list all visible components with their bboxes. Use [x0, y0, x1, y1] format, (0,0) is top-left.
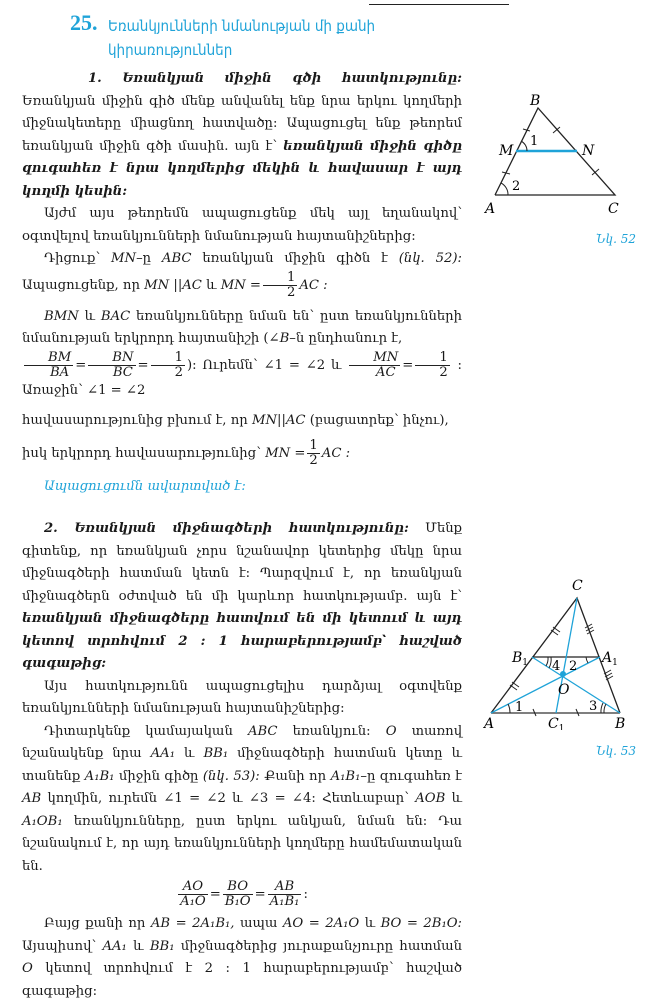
- math: AOB: [415, 791, 446, 806]
- text: –ը: [136, 251, 162, 266]
- fraction: [88, 351, 135, 380]
- angle-label-2: 2: [512, 179, 521, 194]
- text: և: [126, 938, 150, 954]
- text: և: [175, 746, 204, 761]
- angle-arc-1: [521, 141, 527, 151]
- math: AB: [22, 791, 42, 806]
- text: Այսպիսով՝: [22, 938, 103, 954]
- text: հավասարությունից բխում է, որ: [22, 413, 252, 428]
- part2-heading: 2. Եռանկյան միջնագծերի հատկությունը:: [44, 521, 409, 536]
- denominator: 2: [439, 364, 448, 380]
- denominator: B₁O: [224, 894, 251, 909]
- text: ապա: [234, 916, 283, 931]
- fraction: [268, 880, 302, 909]
- section-title: Եռանկյունների նմանության մի քանի կիրառություններ: [108, 17, 376, 59]
- math: ABC: [247, 723, 278, 739]
- label-A: A: [484, 716, 495, 730]
- text: եռանկյուն:: [277, 723, 386, 739]
- math: O: [385, 723, 397, 739]
- part1: [22, 68, 462, 498]
- figure-ref[interactable]: (նկ. 53):: [202, 768, 260, 784]
- math: ∠B: [268, 331, 290, 346]
- denominator: AC: [375, 364, 396, 380]
- math: ∠1 = ∠2: [263, 357, 326, 373]
- angle-arc-4b: [549, 657, 551, 668]
- part2-paragraph-3: [22, 721, 462, 879]
- part1-paragraph-1: [22, 68, 462, 203]
- numerator: MN: [349, 351, 400, 366]
- colon: :: [303, 887, 308, 902]
- part2-paragraph-4: [22, 913, 462, 1003]
- text: : Առաջին՝: [22, 357, 462, 398]
- denominator: A₁B₁: [269, 894, 300, 909]
- figure-ref[interactable]: (նկ. 52):: [398, 251, 462, 266]
- part1-paragraph-6: [22, 439, 462, 468]
- text: միջնագծերի հատման կետը և տանենք: [22, 746, 462, 784]
- math: AA₁: [102, 938, 127, 954]
- tick-marks: [510, 624, 613, 716]
- math: MN =: [265, 445, 306, 461]
- math: O: [22, 961, 33, 976]
- text: Եռանկյան միջին գիծ մենք անվանել ենք նրա երկու կողմերի միջնակետերը միացնող հատվածը: Ապացուցել ենք թեորեմ եռանկյան միջին գծի մասին. այն է՝: [22, 93, 462, 154]
- figure-53: [480, 570, 650, 730]
- figure-53-caption: Նկ. 53: [596, 744, 636, 758]
- text: Հետևաբար՝: [315, 791, 416, 806]
- denominator: BC: [112, 364, 133, 380]
- text: Դիցուք՝: [44, 251, 112, 266]
- text: կետով տրոհվում է 2 : 1 հարաբերությամբ՝ հաշված գագաթից:: [22, 961, 462, 999]
- numerator: 1: [415, 351, 449, 366]
- header-rule: [369, 4, 509, 5]
- text: Ապացուցենք, որ: [22, 277, 145, 293]
- fraction: [263, 271, 297, 300]
- math: BO = 2B₁O:: [380, 916, 462, 931]
- fraction: [24, 351, 73, 380]
- label-C: C: [572, 578, 583, 594]
- angle-arc-3: [604, 704, 606, 713]
- section-number: 25.: [70, 10, 98, 35]
- numerator: 1: [263, 271, 297, 286]
- math: MN||AC: [251, 413, 306, 428]
- label-C: C: [608, 201, 619, 217]
- angle-arc-2: [586, 657, 588, 663]
- part2-paragraph-2: Այս հատկությունն ապացուցելիս դարձյալ օգտվենք եռանկյունների նմանության հայտանիշներից:: [22, 678, 462, 716]
- math: AA₁: [150, 746, 175, 761]
- numerator: BO: [223, 880, 253, 895]
- fraction: [223, 880, 253, 909]
- label-B1: $B_1$: [512, 650, 529, 668]
- text: եռանկյունները նման են՝ ըստ եռանկյունների նմանության երկրորդ հայտանիշի (: [22, 308, 462, 346]
- part1-heading: 1. Եռանկյան միջին գծի հատկությունը:: [88, 71, 462, 86]
- fraction: [415, 351, 449, 380]
- denominator: 2: [286, 284, 296, 300]
- part1-paragraph-3: [22, 248, 462, 300]
- part2-paragraph-1: [22, 518, 462, 676]
- label-O: O: [558, 682, 570, 698]
- numerator: AO: [178, 880, 208, 895]
- fraction: [349, 351, 400, 380]
- math: BB₁: [203, 746, 229, 761]
- equals: =: [209, 887, 221, 902]
- label-M: M: [499, 143, 514, 159]
- math: AB = 2A₁B₁,: [150, 916, 235, 931]
- denominator: 2: [174, 364, 183, 380]
- label-A1: $A_1$: [602, 650, 618, 668]
- part1-paragraph-5: [22, 410, 462, 433]
- numerator: BM: [24, 351, 73, 366]
- text: (բացատրեք՝ ինչու),: [305, 413, 449, 428]
- text: և: [359, 916, 381, 931]
- text: միջին գիծը: [114, 768, 203, 784]
- text: Բայց քանի որ: [44, 916, 151, 931]
- text: Մենք գիտենք, որ եռանկյան չորս նշանավոր կետերից մեկը նրա միջնագծերի հատման կետն է: Պարզվում է, որ եռանկյան միջնագծերն օժտված են մի կարևոր հատկությամբ. այն է՝: [22, 521, 462, 604]
- text: կողմին, ուրեմն: [41, 791, 164, 806]
- angle-label-1: 1: [530, 134, 539, 149]
- text: ): Ուրեմն՝: [186, 357, 264, 373]
- math: A₁OB₁: [22, 813, 63, 829]
- text: Դիտարկենք կամայական: [44, 723, 248, 739]
- text: Քանի որ: [259, 768, 331, 784]
- label-C1: $C_1$: [548, 716, 565, 730]
- math: ∠1 = ∠2 և ∠3 = ∠4:: [163, 791, 316, 806]
- centroid-o: [560, 671, 566, 677]
- math: AC :: [321, 445, 351, 461]
- math: AO = 2A₁O: [282, 916, 360, 931]
- text: իսկ երկրորդ հավասարությունից՝: [22, 445, 266, 461]
- denominator: A₁O: [180, 894, 206, 909]
- angle-arc-3b: [601, 703, 603, 713]
- text: տառով նշանակենք նրա: [22, 723, 462, 761]
- math: MN =: [220, 277, 261, 293]
- text: և: [78, 308, 101, 324]
- part1-paragraph-2: Այժմ այս թեորեմն ապացուցենք մեկ այլ եղանակով՝ օգտվելով եռանկյունների նմանության հայտանիշներից:: [22, 206, 462, 244]
- part2: [22, 518, 462, 1003]
- triangle-abc: [491, 598, 620, 713]
- figure-52: [480, 85, 650, 225]
- math: MN ||AC: [144, 277, 202, 293]
- theorem-statement: եռանկյան միջին գիծը զուգահեռ է նրա կողմերից մեկին և հավասար է այդ կողմի կեսին:: [22, 138, 462, 199]
- numerator: 1: [151, 351, 185, 366]
- angle-label-3: 3: [589, 699, 598, 714]
- math: AC :: [299, 277, 328, 293]
- part1-paragraph-4: BMN և BAC եռանկյունները նման են՝ ըստ եռանկյունների նմանության երկրորդ հայտանիշի (∠B–ն ընդհանուր է, $\frac{BM}{BA}$ = $\frac{BN}{BC}$ = $\frac{1}{2}$ ): Ուրեմն՝ ∠1 = ∠2 և $\frac{MN}{AC}$ = $\frac{1}{2}$ : Առաջին՝ ∠1 = ∠2: [22, 308, 462, 398]
- math: A₁B₁: [84, 768, 115, 784]
- text: –ը զուգահեռ է: [360, 768, 463, 784]
- angle-label-1: 1: [515, 700, 524, 715]
- angle-label-2: 2: [569, 659, 578, 674]
- math: BB₁: [149, 938, 175, 954]
- math: MN: [111, 251, 137, 266]
- label-A: A: [485, 201, 496, 217]
- figure-52-caption: Նկ. 52: [596, 232, 636, 246]
- fraction: [307, 439, 319, 468]
- math: A₁B₁: [330, 768, 361, 784]
- math: ABC: [161, 251, 192, 266]
- label-B: B: [615, 716, 626, 730]
- denominator: BA: [49, 364, 70, 380]
- label-N: N: [582, 143, 595, 159]
- math: BAC: [100, 308, 131, 324]
- math: BMN: [44, 308, 79, 324]
- math: ∠1 = ∠2: [87, 382, 146, 398]
- numerator: BN: [88, 351, 135, 366]
- angle-arc-4: [546, 657, 548, 666]
- label-B: B: [530, 93, 541, 109]
- denominator: 2: [309, 452, 318, 468]
- text: և: [201, 277, 221, 293]
- fraction: [151, 351, 185, 380]
- numerator: AB: [268, 880, 302, 895]
- text: և: [445, 791, 463, 806]
- proof-complete: Ապացուցումն ավարտված է:: [44, 478, 246, 494]
- text: միջնագծերից յուրաքանչյուրը հատման: [174, 938, 462, 954]
- equals: =: [254, 887, 266, 902]
- angle-arc-1: [508, 704, 510, 713]
- fraction: [178, 880, 208, 909]
- proportion-equation: [22, 880, 462, 909]
- text: և: [325, 357, 348, 373]
- text: –ն ընդհանուր է,: [289, 331, 403, 346]
- text: եռանկյան միջին գիծն է: [191, 251, 399, 266]
- text: եռանկյունները, ըստ երկու անկյան, նման են: Դա նշանակում է, որ այդ եռանկյունների կողմերը համեմատական են.: [22, 813, 462, 874]
- numerator: 1: [309, 437, 318, 453]
- theorem-statement: եռանկյան միջնագծերը հատվում են մի կետում և այդ կետով տրոհվում 2 : 1 հարաբերությամբ՝ հաշված գագաթից:: [22, 611, 462, 671]
- angle-label-4: 4: [552, 659, 561, 674]
- angle-arc-2: [501, 183, 508, 195]
